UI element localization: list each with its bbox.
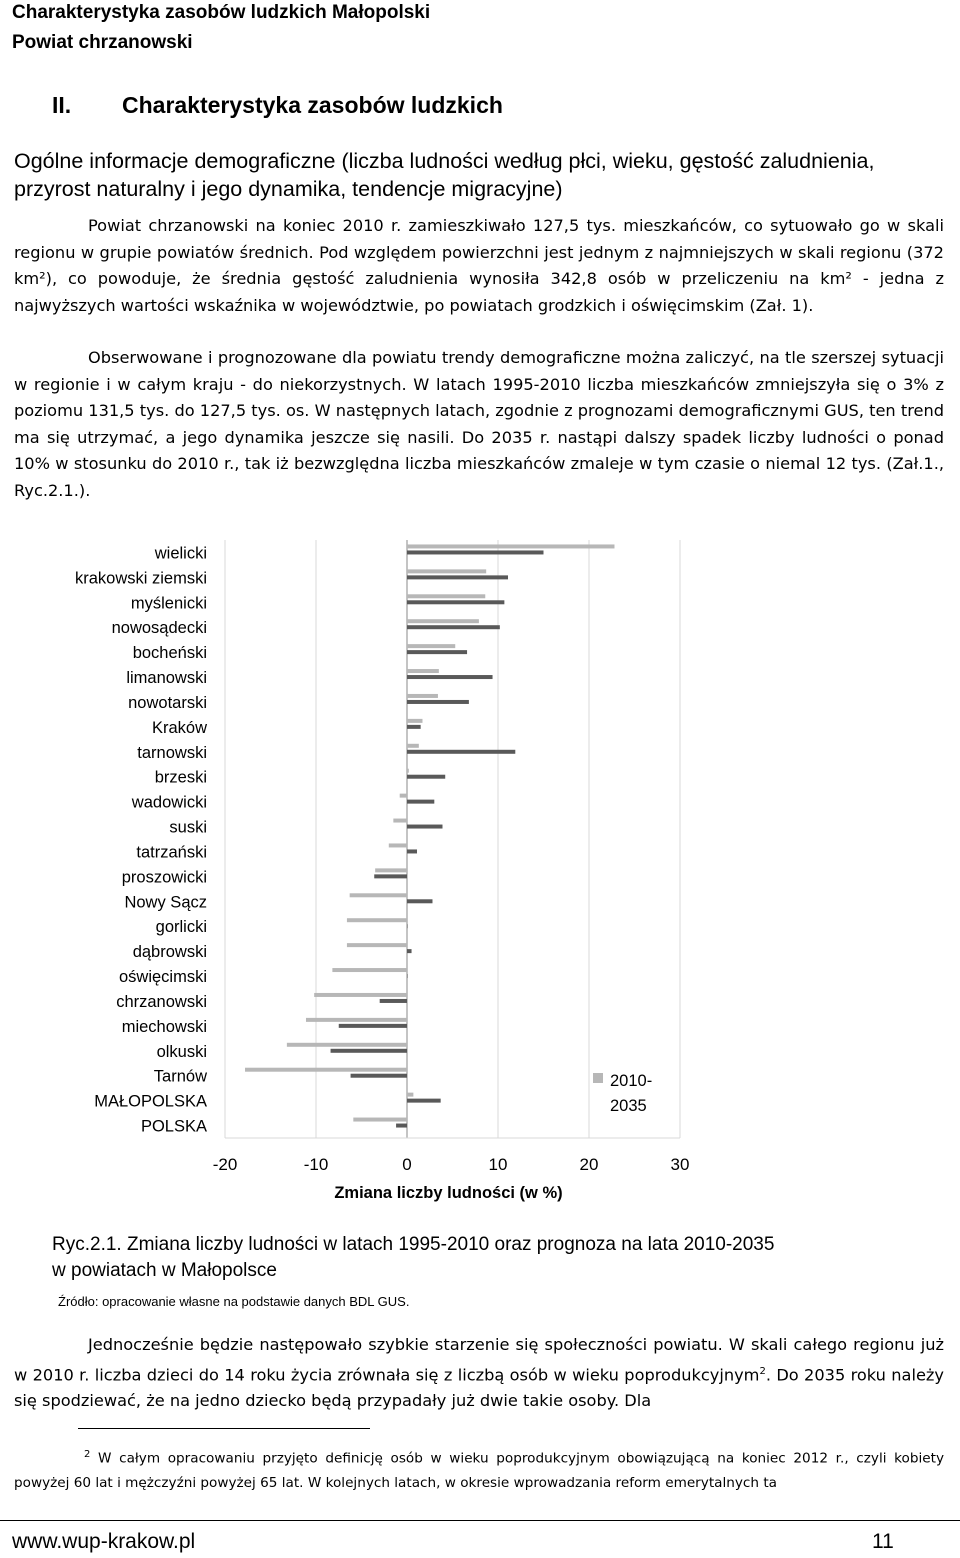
legend-label-line-1: 2010- bbox=[610, 1072, 653, 1090]
bar-forecast-17 bbox=[332, 968, 407, 972]
running-header-subtitle: Powiat chrzanowski bbox=[12, 32, 193, 53]
category-label-13: proszowicki bbox=[121, 868, 207, 887]
bar-forecast-16 bbox=[347, 943, 407, 947]
bar-historical-11 bbox=[407, 825, 442, 829]
category-label-3: nowosądecki bbox=[111, 619, 207, 638]
bar-historical-9 bbox=[407, 775, 445, 779]
category-label-5: limanowski bbox=[126, 669, 207, 688]
category-label-0: wielicki bbox=[154, 544, 207, 563]
paragraph-3-body: Jednocześnie będzie następowało szybkie starzenie się społeczności powiatu. W skali całego regionu już w 2010 r. liczba dzieci do 14 roku życia zrównała się z liczbą osób w wieku poprodukcyjnym bbox=[14, 1335, 944, 1384]
bar-historical-14 bbox=[407, 899, 432, 903]
bar-forecast-13 bbox=[375, 868, 407, 872]
paragraph-1-text: Powiat chrzanowski na koniec 2010 r. zamieszkiwało 127,5 tys. mieszkańców, co sytuowało go w skali regionu w grupie powiatów średnich. Pod względem powierzchni jest jednym z najmniejszych w skali regionu (372 km²), co powoduje, że średnia gęstość zaludnienia wynosiła 342,8 osób w przeliczeniu na km² - jedna z najwyższych wartości wskaźnika w województwie, po powiatach grodzkich i oświęcimskim (Zał. 1). bbox=[14, 216, 944, 315]
category-label-7: Kraków bbox=[151, 718, 207, 737]
category-label-22: MAŁOPOLSKA bbox=[94, 1092, 207, 1111]
bar-forecast-6 bbox=[407, 694, 438, 698]
bar-forecast-12 bbox=[389, 843, 407, 847]
bar-forecast-20 bbox=[287, 1043, 407, 1047]
section-number: II. bbox=[52, 92, 72, 118]
bar-historical-4 bbox=[407, 650, 467, 654]
footnote-mark: 2 bbox=[84, 1449, 91, 1460]
footnote-separator bbox=[78, 1428, 370, 1429]
bar-historical-7 bbox=[407, 725, 421, 729]
footnote-reference: 2 bbox=[759, 1365, 766, 1377]
category-label-17: oświęcimski bbox=[118, 968, 207, 987]
bar-historical-0 bbox=[407, 550, 544, 554]
footnote-text: W całym opracowaniu przyjęto definicję osób w wieku poprodukcyjnym obowiązującą na koniec 2012 r., czyli kobiety powyżej 60 lat i mężczyźni powyżej 65 lat. W kolejnych latach, w okresie wprowadzania reform emerytalnych ta bbox=[14, 1450, 944, 1491]
category-label-12: tatrzański bbox=[136, 843, 207, 862]
x-tick-label-3: 10 bbox=[488, 1155, 508, 1174]
category-label-1: krakowski ziemski bbox=[74, 569, 207, 588]
bar-historical-18 bbox=[380, 999, 407, 1003]
paragraph-3 bbox=[14, 1332, 944, 1415]
category-label-2: myślenicki bbox=[130, 594, 207, 613]
figure-caption-line-1: Ryc.2.1. Zmiana liczby ludności w latach 1995-2010 oraz prognoza na lata 2010-2035 bbox=[52, 1234, 775, 1255]
paragraph-3-text bbox=[14, 1332, 944, 1415]
category-label-19: miechowski bbox=[121, 1017, 207, 1036]
bar-historical-22 bbox=[407, 1099, 441, 1103]
category-label-15: gorlicki bbox=[155, 918, 207, 937]
bar-historical-13 bbox=[374, 874, 407, 878]
bar-forecast-0 bbox=[407, 544, 614, 548]
bar-historical-2 bbox=[407, 600, 504, 604]
x-tick-label-4: 20 bbox=[579, 1155, 599, 1174]
bar-forecast-23 bbox=[353, 1118, 407, 1122]
figure-caption-line-2: w powiatach w Małopolsce bbox=[52, 1260, 277, 1281]
bar-forecast-18 bbox=[314, 993, 407, 997]
bar-forecast-19 bbox=[306, 1018, 407, 1022]
bar-historical-3 bbox=[407, 625, 500, 629]
x-axis-title: Zmiana liczby ludności (w %) bbox=[334, 1184, 563, 1202]
x-tick-label-5: 30 bbox=[670, 1155, 690, 1174]
bar-forecast-1 bbox=[407, 569, 486, 573]
footer-url[interactable]: www.wup-krakow.pl bbox=[12, 1530, 196, 1553]
bar-forecast-8 bbox=[407, 744, 419, 748]
bar-historical-15 bbox=[407, 924, 408, 928]
subheading: Ogólne informacje demograficzne (liczba ludności według płci, wieku, gęstość zaludnienia, przyrost naturalny i jego dynamika, tendencje migracyjne) bbox=[14, 149, 875, 201]
bar-forecast-15 bbox=[347, 918, 407, 922]
figure-caption bbox=[52, 1232, 774, 1284]
footnote bbox=[14, 1443, 944, 1495]
figure-source: Źródło: opracowanie własne na podstawie danych BDL GUS. bbox=[58, 1294, 410, 1309]
bar-historical-5 bbox=[407, 675, 493, 679]
category-label-14: Nowy Sącz bbox=[124, 893, 207, 912]
bar-forecast-5 bbox=[407, 669, 439, 673]
bar-forecast-10 bbox=[400, 794, 407, 798]
category-label-4: bocheński bbox=[132, 644, 207, 663]
population-change-chart bbox=[0, 528, 960, 1208]
bar-forecast-14 bbox=[350, 893, 407, 897]
category-label-23: POLSKA bbox=[140, 1117, 207, 1136]
bar-historical-20 bbox=[331, 1049, 407, 1053]
bar-historical-8 bbox=[407, 750, 515, 754]
bar-historical-12 bbox=[407, 849, 417, 853]
category-label-16: dąbrowski bbox=[132, 943, 207, 962]
category-label-9: brzeski bbox=[154, 768, 207, 787]
bar-historical-21 bbox=[351, 1074, 407, 1078]
bar-historical-1 bbox=[407, 575, 508, 579]
paragraph-3-end: . Do 2035 roku należy się spodziewać, że na jedno dziecko będą przypadały już dwie takie osoby. Dla bbox=[14, 1364, 944, 1411]
category-label-18: chrzanowski bbox=[116, 992, 207, 1011]
bar-forecast-9 bbox=[407, 769, 409, 773]
bar-forecast-21 bbox=[245, 1068, 407, 1072]
bar-historical-17 bbox=[407, 974, 408, 978]
bar-historical-10 bbox=[407, 800, 434, 804]
bar-forecast-2 bbox=[407, 594, 485, 598]
category-label-21: Tarnów bbox=[153, 1067, 207, 1086]
bar-forecast-7 bbox=[407, 719, 422, 723]
legend-label-line-2: 2035 bbox=[610, 1097, 647, 1115]
x-tick-label-2: 0 bbox=[402, 1155, 412, 1174]
section-title: Charakterystyka zasobów ludzkich bbox=[122, 92, 503, 118]
bar-forecast-3 bbox=[407, 619, 479, 623]
bar-forecast-22 bbox=[407, 1093, 413, 1097]
footer-separator bbox=[0, 1520, 960, 1521]
bar-historical-6 bbox=[407, 700, 469, 704]
category-label-6: nowotarski bbox=[128, 693, 207, 712]
category-label-20: olkuski bbox=[156, 1042, 207, 1061]
category-label-10: wadowicki bbox=[131, 793, 207, 812]
paragraph-2 bbox=[14, 345, 944, 504]
running-header-title: Charakterystyka zasobów ludzkich Małopolski bbox=[12, 2, 431, 23]
bar-historical-19 bbox=[339, 1024, 407, 1028]
paragraph-2-text: Obserwowane i prognozowane dla powiatu trendy demograficzne można zaliczyć, na tle szerszej sytuacji w regionie i w całym kraju - do niekorzystnych. W latach 1995-2010 liczba mieszkańców zmniejszyła się o 3% z poziomu 131,5 tys. do 127,5 tys. os. W następnych latach, zgodnie z prognozami demograficznymi GUS, ten trend ma się utrzymać, a jego dynamika jeszcze się nasili. Do 2035 r. nastąpi dalszy spadek liczby ludności o ponad 10% w stosunku do 2010 r., tak iż bezwzględna liczba mieszkańców zmaleje w tym czasie o niemal 12 tys. (Zał.1., Ryc.2.1.). bbox=[14, 348, 944, 500]
category-label-8: tarnowski bbox=[137, 743, 207, 762]
x-tick-label-0: -20 bbox=[212, 1155, 238, 1174]
paragraph-1 bbox=[14, 213, 944, 319]
bar-forecast-4 bbox=[407, 644, 455, 648]
x-tick-label-1: -10 bbox=[303, 1155, 329, 1174]
bar-forecast-11 bbox=[393, 819, 407, 823]
bar-historical-16 bbox=[407, 949, 412, 953]
page-number: 11 bbox=[872, 1530, 894, 1553]
legend-swatch bbox=[593, 1073, 603, 1083]
bar-historical-23 bbox=[396, 1124, 407, 1128]
category-label-11: suski bbox=[169, 818, 207, 837]
